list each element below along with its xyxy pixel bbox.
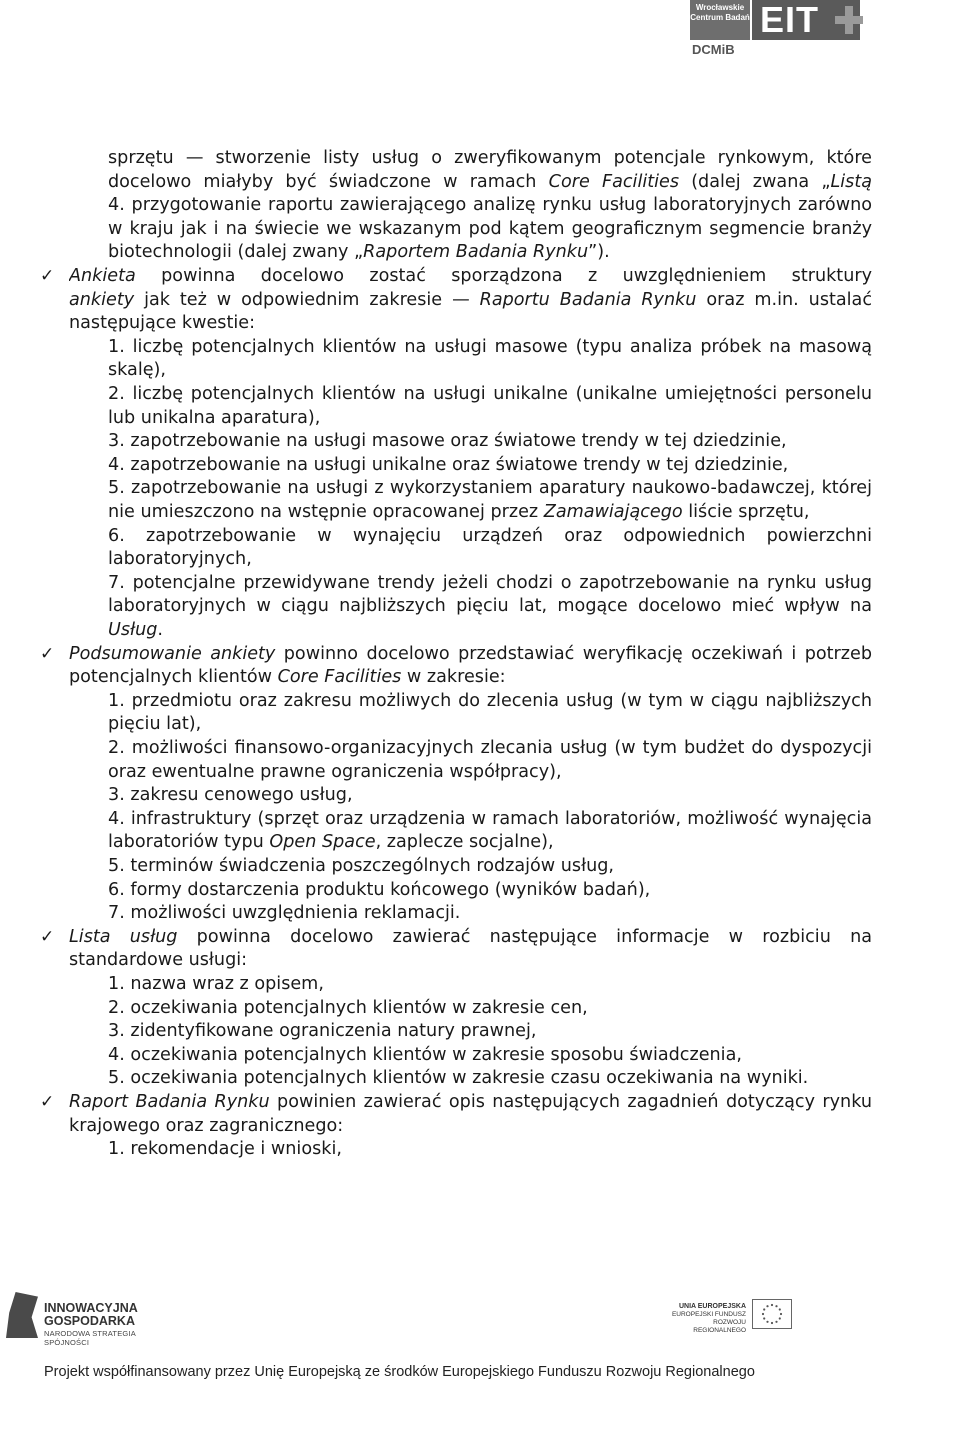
italic-term: Raport Badania Rynku [69, 1092, 270, 1112]
text-run: 3. zidentyfikowane ograniczenia natury prawnej, [108, 1021, 537, 1042]
eu-star [775, 1305, 777, 1307]
italic-term: Core Facilities [548, 171, 679, 192]
eu-line2: EUROPEJSKI FUNDUSZ [671, 1311, 746, 1318]
italic-term: Listą [830, 171, 872, 192]
text-run: 1. liczbę potencjalnych klientów na usługi masowe (typu analiza próbek na masową [108, 336, 872, 357]
text-line [108, 193, 872, 217]
innowacyjna-gospodarka-logo [6, 1292, 166, 1347]
text-line [108, 901, 460, 925]
text-run: powinno docelowo przedstawiać weryfikację oczekiwań i potrzeb [275, 643, 872, 664]
text-line [108, 500, 809, 524]
text-run: 4. oczekiwania potencjalnych klientów w zakresie sposobu świadczenia, [108, 1044, 742, 1065]
text-run: pięciu lat), [108, 714, 202, 735]
text-line [69, 948, 247, 972]
text-line [69, 1114, 343, 1138]
flag-icon [6, 1292, 38, 1338]
text-run: w zakresie: [401, 667, 506, 688]
text-line [108, 689, 872, 713]
text-line [108, 170, 872, 194]
text-run: oraz ewentualne prawne ograniczenia współpracy), [108, 761, 562, 782]
italic-term: Zamawiającego [543, 502, 683, 522]
eu-line3: ROZWOJU REGIONALNEGO [693, 1319, 746, 1334]
text-run: 6. formy dostarczenia produktu końcowego (wyników badań), [108, 879, 651, 900]
italic-term: Ankieta [69, 266, 136, 286]
eu-star [766, 1321, 768, 1323]
eu-star [762, 1313, 764, 1315]
italic-term: Core Facilities [277, 667, 402, 688]
eu-star [771, 1322, 773, 1324]
eu-star [771, 1304, 773, 1306]
text-line [69, 288, 872, 312]
plus-icon-v [845, 6, 853, 34]
text-run: powinna docelowo zostać sporządzona z uwzględnieniem struktury [135, 266, 872, 286]
text-run: laboratoriów typu [108, 832, 270, 853]
text-run: potencjalnych klientów [69, 667, 278, 688]
eu-flag-icon [752, 1299, 792, 1329]
text-run: laboratoryjnych, [108, 549, 252, 570]
text-line [108, 1043, 742, 1067]
header-logo [690, 0, 865, 58]
text-run: 2. oczekiwania potencjalnych klientów w zakresie cen, [108, 997, 588, 1018]
text-line [108, 217, 872, 241]
text-line [108, 712, 201, 736]
eu-line1: UNIA EUROPEJSKA [678, 1303, 746, 1310]
ig-subtitle: NARODOWA STRATEGIA SPÓJNOŚCI [44, 1329, 136, 1347]
italic-term: Podsumowanie ankiety [69, 643, 276, 664]
eu-star [775, 1321, 777, 1323]
text-run: oraz m.in. ustalać [696, 289, 872, 310]
text-run: liście sprzętu, [682, 502, 810, 522]
eu-stars-icon [753, 1300, 791, 1328]
text-run: 3. zakresu cenowego usług, [108, 785, 353, 806]
text-run: krajowego oraz zagranicznego: [69, 1115, 344, 1136]
text-line [108, 1019, 536, 1043]
text-line [108, 594, 872, 618]
text-run: lub unikalna aparatura), [108, 407, 321, 428]
text-line [108, 382, 872, 406]
text-run: 7. potencjalne przewidywane trendy jeżeli chodzi o zapotrzebowanie na rynku usług [108, 572, 872, 593]
text-run: powinna docelowo zawierać następujące informacje w rozbiciu na [196, 926, 872, 947]
text-line [108, 1137, 342, 1161]
wcb-logo-text: Wrocławskie Centrum Badań [690, 3, 750, 22]
text-run: ”). [588, 242, 610, 263]
text-run: 5. terminów świadczenia poszczególnych rodzajów usług, [108, 856, 615, 876]
text-run: 1. nazwa wraz z opisem, [108, 974, 324, 994]
italic-term: Raportem Badania Rynku [363, 242, 589, 263]
text-run: skalę), [108, 360, 166, 381]
text-run: 5. zapotrzebowanie na usługi z wykorzystaniem aparatury naukowo-badawczej, której [108, 478, 872, 499]
text-line [69, 665, 506, 689]
text-run: 4. zapotrzebowanie na usługi unikalne oraz światowe trendy w tej dziedzinie, [108, 454, 789, 475]
italic-term: ankiety [69, 289, 135, 310]
text-run: 2. liczbę potencjalnych klientów na usługi unikalne (unikalne umiejętności personelu [108, 384, 872, 404]
eu-star [780, 1313, 782, 1315]
eu-star [766, 1305, 768, 1307]
ig-title [44, 1302, 138, 1328]
text-line [69, 311, 255, 335]
text-line [108, 453, 788, 477]
checkmark-icon: ✓ [40, 1092, 55, 1112]
text-line [69, 925, 872, 949]
text-run: powinien zawierać opis następujących zagadnień dotyczący rynku [269, 1092, 872, 1112]
text-line [108, 358, 166, 382]
text-line [108, 783, 353, 807]
text-line [108, 1066, 808, 1090]
italic-term: Usług [108, 620, 158, 640]
text-line [108, 240, 610, 264]
eu-logo-text [664, 1303, 746, 1335]
text-run: jak też w odpowiednim zakresie — [134, 289, 480, 310]
ig-line1: INNOWACYJNA [44, 1301, 138, 1315]
text-run: 7. możliwości uwzględnienia reklamacji. [108, 903, 461, 924]
text-run: nie umieszczono na wstępnie opracowanej przez [108, 502, 544, 522]
text-line [108, 830, 554, 854]
text-run: 5. oczekiwania potencjalnych klientów w zakresie czasu oczekiwania na wyniki. [108, 1068, 809, 1089]
text-line [108, 854, 614, 878]
eu-star [763, 1317, 765, 1319]
text-run: 1. rekomendacje i wnioski, [108, 1139, 342, 1160]
text-run: docelowo miałyby być świadczone w ramach [108, 171, 549, 192]
text-line [108, 524, 872, 548]
text-line [69, 264, 872, 288]
italic-term: Lista usług [69, 926, 178, 947]
text-run: (dalej zwana „ [679, 171, 831, 192]
text-line [108, 406, 320, 430]
ig-line2: GOSPODARKA [44, 1314, 135, 1328]
eu-star [779, 1308, 781, 1310]
text-run: biotechnologii (dalej zwany „ [108, 242, 364, 263]
text-line [108, 547, 252, 571]
checkmark-icon: ✓ [40, 926, 55, 947]
eu-star [779, 1317, 781, 1319]
footer-note: Projekt współfinansowany przez Unię Europejską ze środków Europejskiego Funduszu Rozwoju Regionalnego [44, 1364, 755, 1380]
text-line [108, 429, 787, 453]
text-run: 4. infrastruktury (sprzęt oraz urządzenia w ramach laboratoriów, możliwość wynajęcia [108, 808, 872, 829]
text-run: . [157, 620, 164, 640]
text-line [108, 878, 650, 902]
eit-logo-text: EIT [760, 0, 820, 40]
text-line [108, 996, 588, 1020]
checkmark-icon: ✓ [40, 266, 55, 286]
text-line [108, 335, 872, 359]
text-run: 1. przedmiotu oraz zakresu możliwych do zlecenia usług (w tym w ciągu najbliższych [108, 690, 872, 711]
text-run: laboratoryjnych w ciągu najbliższych pięciu lat, mogące docelowo mieć wpływ na [108, 596, 872, 617]
text-line [108, 807, 872, 831]
dcmib-label: DCMiB [692, 42, 735, 57]
italic-term: Open Space [269, 832, 376, 853]
text-line [108, 736, 872, 760]
text-run: następujące kwestie: [69, 313, 256, 334]
text-run: sprzętu — stworzenie listy usług o zweryfikowanym potencjale rynkowym, które [108, 148, 872, 168]
text-run: 2. możliwości finansowo-organizacyjnych zlecania usług (w tym budżet do dyspozycji [108, 738, 872, 758]
text-run: w kraju jak i na świecie we wskazanym pod kątem geograficznym segmencie branży [108, 218, 872, 239]
text-line [108, 618, 163, 642]
italic-term: Raportu Badania Rynku [479, 289, 697, 310]
checkmark-icon: ✓ [40, 643, 55, 664]
wcb-logo [690, 0, 750, 40]
text-run: , zaplecze socjalne), [375, 832, 554, 853]
text-line [108, 972, 324, 996]
eu-star [763, 1308, 765, 1310]
text-line [108, 571, 872, 595]
text-run: standardowe usługi: [69, 950, 248, 971]
text-run: 6. zapotrzebowanie w wynajęciu urządzeń oraz odpowiednich powierzchni [108, 525, 872, 546]
text-line [69, 642, 872, 666]
text-line [108, 476, 872, 500]
text-run: 4. przygotowanie raportu zawierającego analizę rynku usług laboratoryjnych zarówno [108, 195, 872, 216]
text-run: 3. zapotrzebowanie na usługi masowe oraz światowe trendy w tej dziedzinie, [108, 431, 787, 452]
text-line [108, 760, 562, 784]
text-line [69, 1090, 872, 1114]
text-line [108, 146, 872, 170]
